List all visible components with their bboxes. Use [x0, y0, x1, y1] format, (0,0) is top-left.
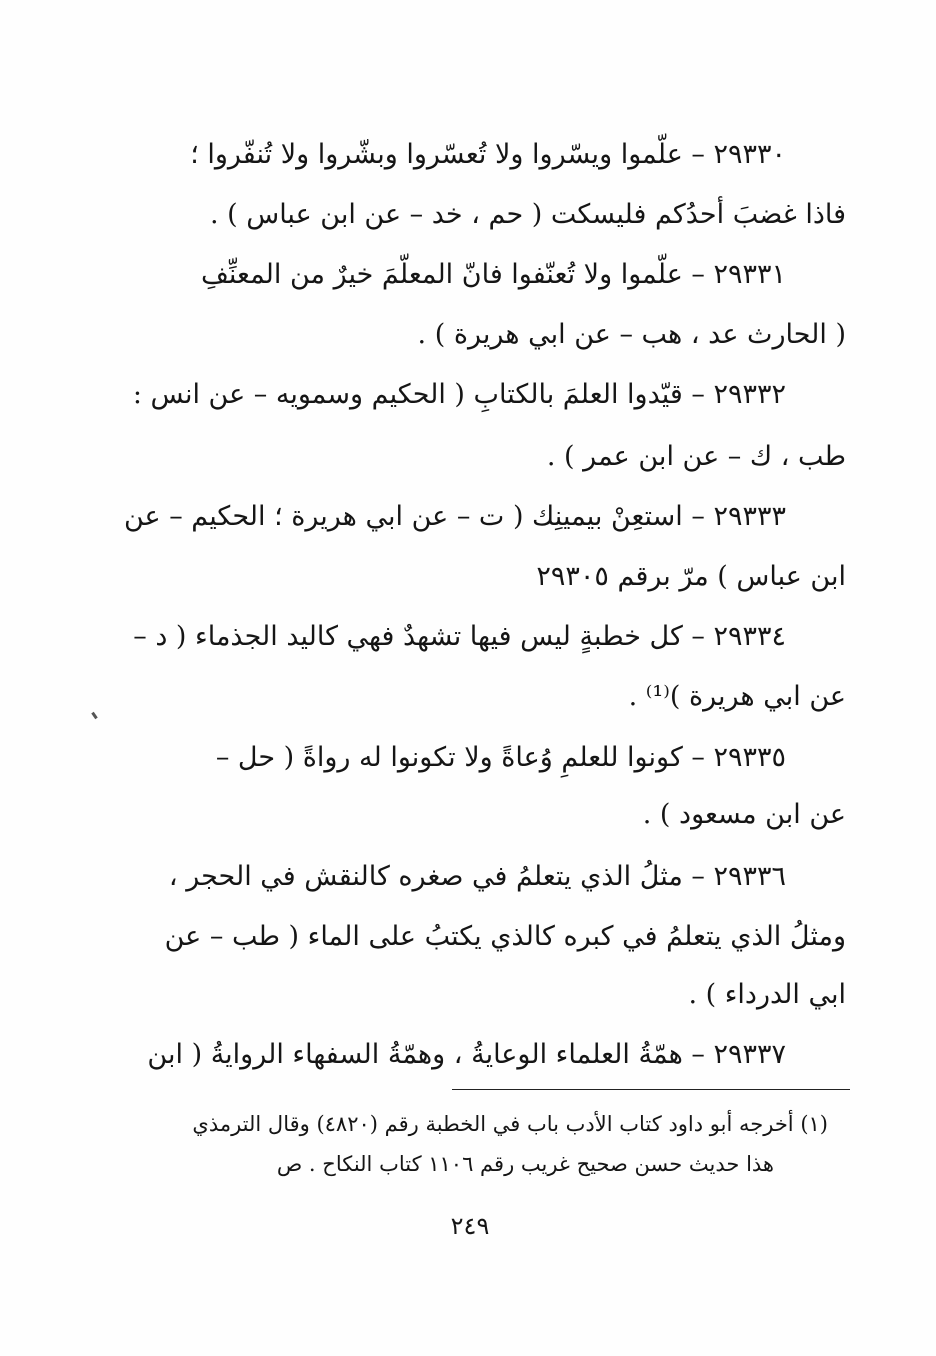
hadith-29332-line-2: طب ، ك – عن ابن عمر ) . [546, 441, 846, 472]
hadith-29335-line-2: عن ابن مسعود ) . [642, 799, 846, 830]
hadith-29330-line-1: ٢٩٣٣٠ – علّموا ويسّروا ولا تُعسّروا وبشّروا ولا تُنفّروا ؛ [190, 139, 786, 170]
hadith-29334-line-2: عن ابي هريرة )⁽¹⁾ . [628, 681, 846, 712]
hadith-29333-line-1: ٢٩٣٣٣ – استعِنْ بيمينِك ( ت – عن ابي هريرة ؛ الحكيم – عن [123, 501, 786, 532]
hadith-29337-line-1: ٢٩٣٣٧ – همّةُ العلماء الوعايةُ ، وهمّةُ السفهاء الروايةُ ( ابن [147, 1039, 786, 1070]
hadith-29334-line-1: ٢٩٣٣٤ – كل خطبةٍ ليس فيها تشهدٌ فهي كاليد الجذماء ( د – [133, 621, 786, 652]
hadith-29335-line-1: ٢٩٣٣٥ – كونوا للعلمِ وُعاةً ولا تكونوا له رواةً ( حل – [215, 742, 786, 773]
footnote-divider [452, 1089, 850, 1090]
hadith-29333-line-2: ابن عباس ) مرّ برقم ٢٩٣٠٥ [536, 561, 846, 592]
hadith-text-block [123, 0, 846, 1080]
scan-speck [91, 712, 97, 719]
hadith-29332-line-1: ٢٩٣٣٢ – قيّدوا العلمَ بالكتابِ ( الحكيم وسمويه – عن انس : [132, 379, 786, 410]
hadith-29336-line-3: ابي الدرداء ) . [688, 979, 846, 1010]
hadith-29331-line-2: ( الحارث عد ، هب – عن ابي هريرة ) . [417, 319, 846, 350]
footnote-line-2: هذا حديث حسن صحيح غريب رقم ١١٠٦ كتاب النكاح . ص [276, 1152, 774, 1176]
page-number: ٢٤٩ [450, 1212, 490, 1240]
hadith-29336-line-2: ومثلُ الذي يتعلمُ في كبره كالذي يكتبُ على الماء ( طب – عن [164, 921, 846, 952]
footnote-line-1: (١) أخرجه أبو داود كتاب الأدب باب في الخطبة رقم (٤٨٢٠) وقال الترمذي [192, 1112, 828, 1136]
hadith-29330-line-2: فاذا غضبَ أحدُكم فليسكت ( حم ، خد – عن ابن عباس ) . [209, 199, 846, 230]
hadith-29336-line-1: ٢٩٣٣٦ – مثلُ الذي يتعلمُ في صغره كالنقش في الحجر ، [168, 861, 786, 892]
hadith-29331-line-1: ٢٩٣٣١ – علّموا ولا تُعنّفوا فانّ المعلّمَ خيرٌ من المعنِّفِ [200, 259, 786, 290]
